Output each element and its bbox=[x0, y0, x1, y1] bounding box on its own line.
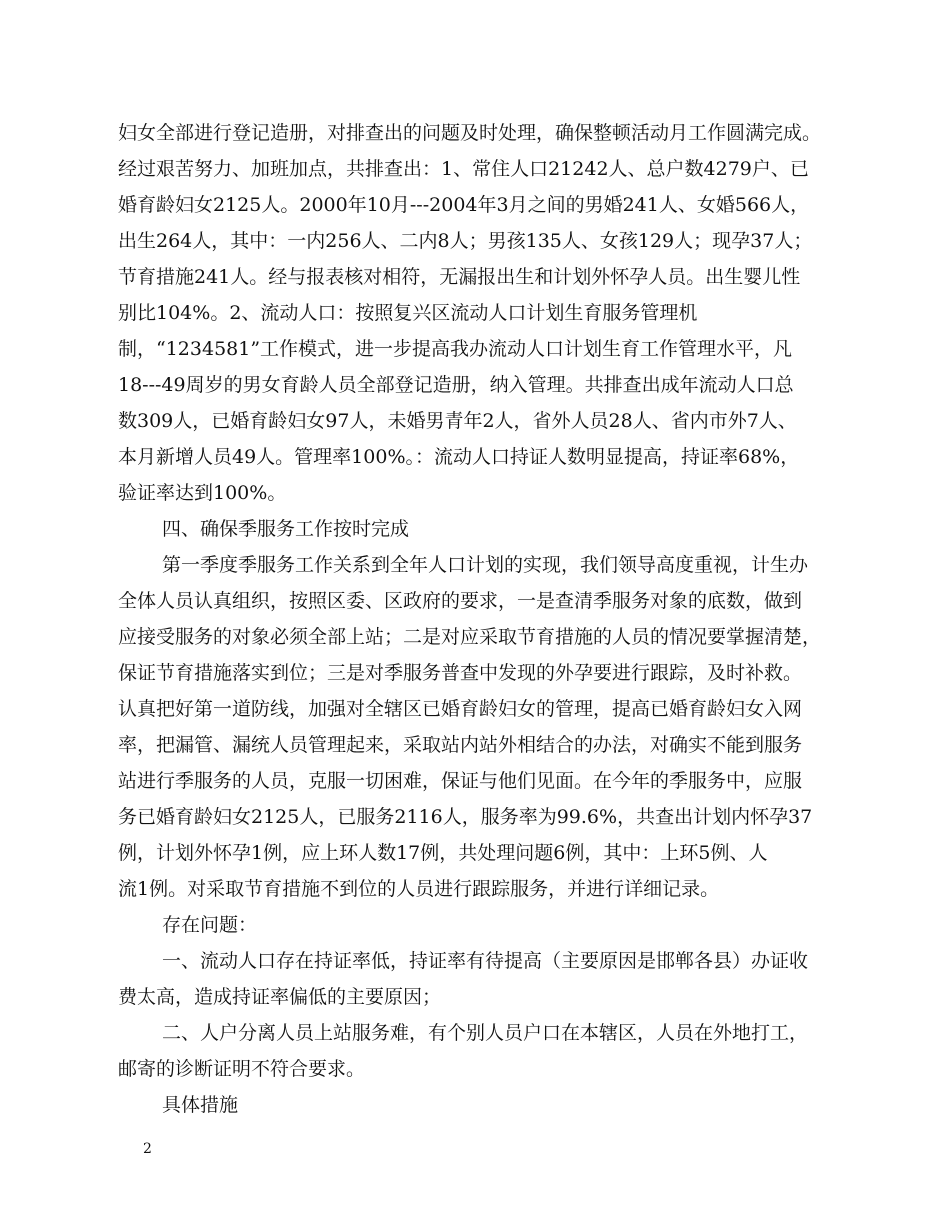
text-line: 流1例。对采取节育措施不到位的人员进行跟踪服务，并进行详细记录。 bbox=[118, 878, 720, 900]
text-line: 应接受服务的对象必须全部上站；二是对应采取节育措施的人员的情况要掌握清楚， bbox=[118, 626, 822, 648]
text-line: 全体人员认真组织，按照区委、区政府的要求，一是查清季服务对象的底数，做到 bbox=[118, 590, 803, 612]
section-heading: 具体措施 bbox=[162, 1094, 239, 1116]
text-line: 务已婚育龄妇女2125人，已服务2116人，服务率为99.6%，共查出计划内怀孕37 bbox=[118, 806, 813, 828]
text-line: 站进行季服务的人员，克服一切困难，保证与他们见面。在今年的季服务中，应服 bbox=[118, 770, 803, 792]
page-number: 2 bbox=[143, 1141, 152, 1157]
text-line: 节育措施241人。经与报表核对相符，无漏报出生和计划外怀孕人员。出生婴儿性 bbox=[118, 266, 801, 288]
text-line: 婚育龄妇女2125人。2000年10月---2004年3月之间的男婚241人、女婚566人， bbox=[118, 194, 810, 216]
text-line: 第一季度季服务工作关系到全年人口计划的实现，我们领导高度重视，计生办 bbox=[162, 554, 809, 576]
text-line: 率，把漏管、漏统人员管理起来，采取站内站外相结合的办法，对确实不能到服务 bbox=[118, 734, 803, 756]
text-line: 妇女全部进行登记造册，对排查出的问题及时处理，确保整顿活动月工作圆满完成。 bbox=[118, 122, 822, 144]
text-line: 经过艰苦努力、加班加点，共排查出：1、常住人口21242人、总户数4279户、已 bbox=[118, 158, 809, 180]
text-line: 出生264人，其中：一内256人、二内8人；男孩135人、女孩129人；现孕37人； bbox=[118, 230, 813, 252]
text-line: 数309人，已婚育龄妇女97人，未婚男青年2人，省外人员28人、省内市外7人、 bbox=[118, 410, 797, 432]
text-line: 本月新增人员49人。管理率100%。：流动人口持证人数明显提高，持证率68%， bbox=[118, 446, 800, 468]
text-line: 保证节育措施落实到位；三是对季服务普查中发现的外孕要进行跟踪，及时补救。 bbox=[118, 662, 803, 684]
text-line: 一、流动人口存在持证率低，持证率有待提高（主要原因是邯郸各县）办证收 bbox=[162, 950, 809, 972]
text-line: 验证率达到100%。 bbox=[118, 482, 287, 504]
section-heading: 四、确保季服务工作按时完成 bbox=[162, 518, 410, 540]
text-line: 别比104%。2、流动人口：按照复兴区流动人口计划生育服务管理机 bbox=[118, 302, 698, 324]
section-heading: 存在问题： bbox=[162, 914, 258, 936]
text-line: 费太高，造成持证率偏低的主要原因； bbox=[118, 986, 442, 1008]
text-line: 邮寄的诊断证明不符合要求。 bbox=[118, 1058, 366, 1080]
text-line: 认真把好第一道防线，加强对全辖区已婚育龄妇女的管理，提高已婚育龄妇女入网 bbox=[118, 698, 803, 720]
text-line: 例，计划外怀孕1例，应上环人数17例，共处理问题6例，其中：上环5例、人 bbox=[118, 842, 768, 864]
text-line: 制，“1234581”工作模式，进一步提高我办流动人口计划生育工作管理水平，凡 bbox=[118, 338, 793, 360]
text-line: 二、人户分离人员上站服务难，有个别人员户口在本辖区，人员在外地打工， bbox=[162, 1022, 809, 1044]
text-line: 18---49周岁的男女育龄人员全部登记造册，纳入管理。共排查出成年流动人口总 bbox=[118, 374, 794, 396]
